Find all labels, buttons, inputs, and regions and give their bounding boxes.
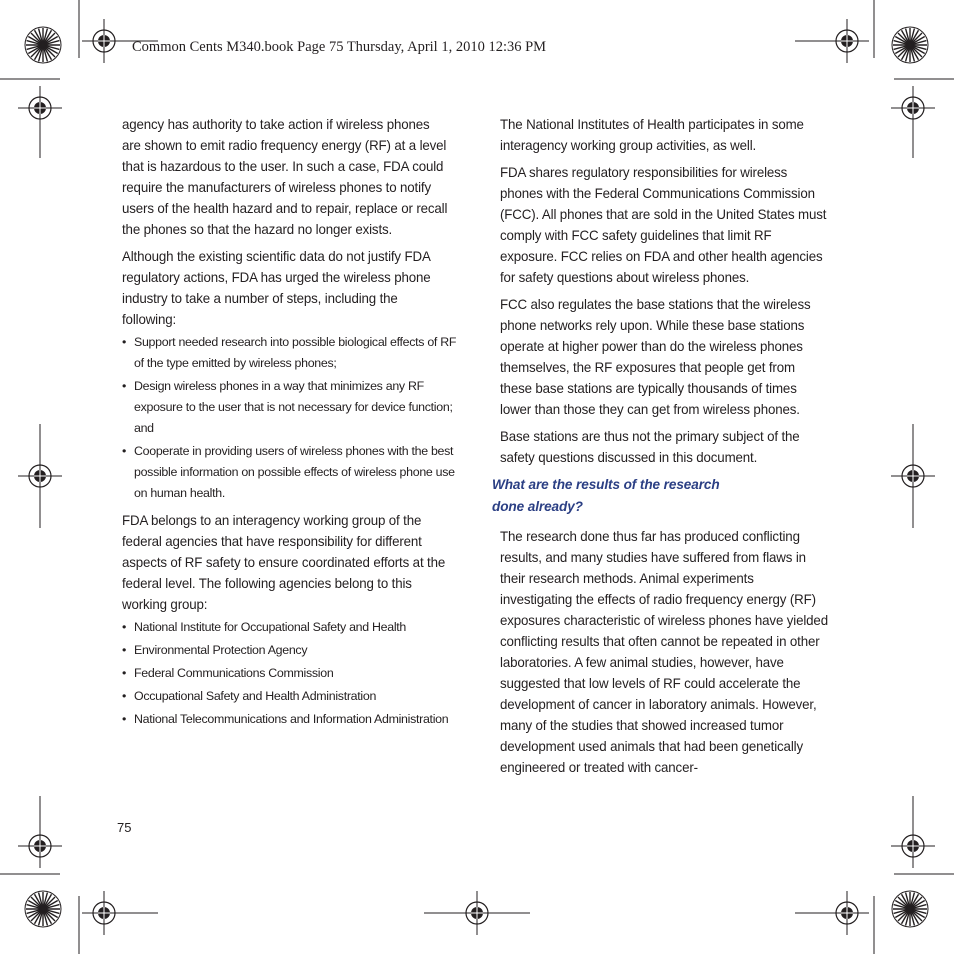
list-item: • Design wireless phones in a way that minimizes any RF exposure to the user that is not necessary for device function; and (122, 379, 453, 435)
star-target-top-left (25, 27, 61, 63)
page-number: 75 (117, 820, 132, 835)
paragraph: The research done thus far has produced conflicting results, and many studies have suffered from flaws in their research methods. Animal experiments investigating the effects of radio frequency energy (RF) exposures characteristic of wireless phones have yielded conflicting results that often cannot be repeated in other laboratories. A few animal studies, however, have suggested that low levels of RF could accelerate the development of cancer in laboratory animals. However, many of the studies that showed increased tumor development used animals that had been genetically engineered or treated with cancer- (500, 529, 828, 775)
registration-mark-left-upper (18, 86, 62, 130)
left-column (122, 114, 457, 736)
list-item: • National Telecommunications and Information Administration (122, 712, 449, 726)
registration-mark-right-upper (891, 86, 935, 130)
list-item: • Federal Communications Commission (122, 666, 334, 680)
paragraph: Base stations are thus not the primary subject of the safety questions discussed in this document. (500, 429, 800, 465)
list-item: • Support needed research into possible biological effects of RF of the type emitted by wireless phones; (122, 335, 457, 370)
registration-mark-right-middle (891, 454, 935, 498)
paragraph: Although the existing scientific data do not justify FDA regulatory actions, FDA has urged the wireless phone industry to take a number of steps, including the following: (122, 249, 431, 327)
right-column (492, 114, 835, 784)
paragraph: FDA belongs to an interagency working group of the federal agencies that have responsibility for different aspects of RF safety to ensure coordinated efforts at the federal level. The following agencies belong to this working group: (122, 513, 446, 612)
list-item: • National Institute for Occupational Safety and Health (122, 620, 407, 634)
registration-mark-bottom-right (825, 891, 869, 935)
registration-mark-top-right (825, 19, 869, 63)
registration-mark-right-lower (891, 824, 935, 868)
section-heading: What are the results of the research done already? (492, 477, 720, 514)
paragraph: FDA shares regulatory responsibilities for wireless phones with the Federal Communications Commission (FCC). All phones that are sold in the United States must comply with FCC safety guidelines that limit RF exposure. FCC relies on FDA and other health agencies for safety questions about wireless phones. (500, 165, 827, 285)
registration-mark-left-middle (18, 454, 62, 498)
paragraph: agency has authority to take action if wireless phones are shown to emit radio frequency energy (RF) at a level that is hazardous to the user. In such a case, FDA could require the manufacturers of wireless phones to notify users of the health hazard and to repair, replace or recall the phones so that the hazard no longer exists. (122, 117, 448, 237)
list-item: • Environmental Protection Agency (122, 643, 308, 657)
paragraph: FCC also regulates the base stations that the wireless phone networks rely upon. While these base stations operate at higher power than do the wireless phones themselves, the RF exposures that people get from these base stations are typically thousands of times lower than those they can get from wireless phones. (500, 297, 811, 417)
list-item: • Occupational Safety and Health Administration (122, 689, 377, 703)
paragraph: The National Institutes of Health participates in some interagency working group activities, as well. (500, 117, 804, 153)
registration-mark-top-left (82, 19, 126, 63)
star-target-bottom-right (892, 891, 928, 927)
star-target-bottom-left (25, 891, 61, 927)
star-target-top-right (892, 27, 928, 63)
steps-list (122, 332, 457, 504)
registration-mark-bottom-left (82, 891, 126, 935)
list-item: • Cooperate in providing users of wireless phones with the best possible information on possible effects of wireless phone use on human health. (122, 444, 455, 500)
agencies-list (122, 617, 457, 730)
print-slug: Common Cents M340.book Page 75 Thursday, April 1, 2010 12:36 PM (132, 39, 547, 55)
registration-mark-left-lower (18, 824, 62, 868)
registration-mark-bottom-center (455, 891, 499, 935)
